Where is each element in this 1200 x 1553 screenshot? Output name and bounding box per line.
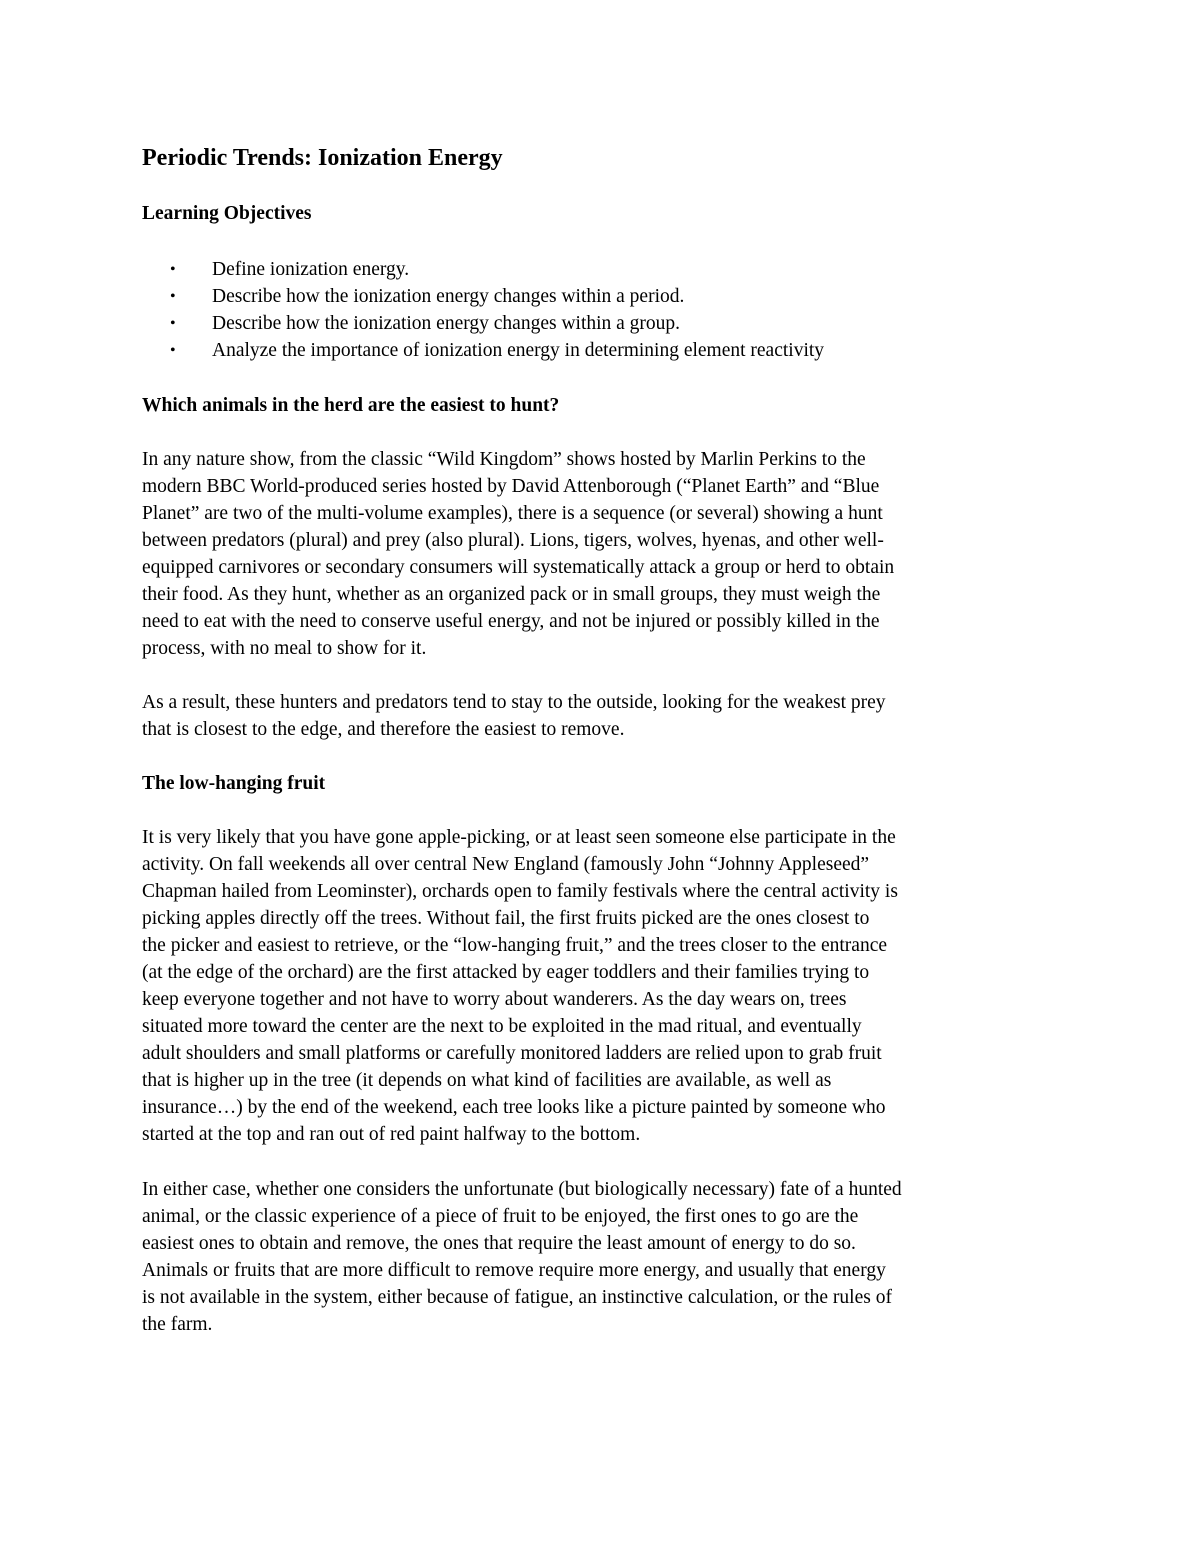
text-line: that is closest to the edge, and therefore the easiest to remove. [142,719,625,740]
text-line: the farm. [142,1314,213,1335]
text-line: process, with no meal to show for it. [142,638,427,659]
text-line: Chapman hailed from Leominster), orchards open to family festivals where the central activity is [142,881,898,902]
text-line: In either case, whether one considers the unfortunate (but biologically necessary) fate of a hunted [142,1179,902,1200]
objectives-list [142,256,824,364]
text-line: situated more toward the center are the next to be exploited in the mad ritual, and eventually [142,1016,862,1037]
objective-text: Describe how the ionization energy changes within a period. [212,286,685,307]
text-line: their food. As they hunt, whether as an organized pack or in small groups, they must weigh the [142,584,881,605]
text-line: equipped carnivores or secondary consumers will systematically attack a group or herd to obtain [142,557,895,578]
animals-section-heading: Which animals in the herd are the easiest to hunt? [142,395,560,416]
text-line: started at the top and ran out of red paint halfway to the bottom. [142,1124,641,1145]
list-item [142,337,824,364]
list-item [142,256,824,283]
fruit-section-heading: The low-hanging fruit [142,773,326,794]
text-line: between predators (plural) and prey (also plural). Lions, tigers, wolves, hyenas, and other well- [142,530,884,551]
text-line: adult shoulders and small platforms or carefully monitored ladders are relied upon to grab fruit [142,1043,882,1064]
conclusion-paragraph [142,1176,1067,1338]
apple-picking-paragraph [142,824,1067,1148]
predators-result-paragraph [142,689,1067,743]
text-line: activity. On fall weekends all over central New England (famously John “Johnny Appleseed” [142,854,870,875]
text-line: (at the edge of the orchard) are the first attacked by eager toddlers and their families trying to [142,962,870,983]
text-line: insurance…) by the end of the weekend, each tree looks like a picture painted by someone who [142,1097,886,1118]
text-line: need to eat with the need to conserve useful energy, and not be injured or possibly killed in the [142,611,880,632]
text-line: that is higher up in the tree (it depends on what kind of facilities are available, as well as [142,1070,832,1091]
nature-show-paragraph [142,446,1067,662]
text-line: modern BBC World-produced series hosted by David Attenborough (“Planet Earth” and “Blue [142,476,880,497]
learning-objectives-heading: Learning Objectives [142,203,312,224]
text-line: Animals or fruits that are more difficult to remove require more energy, and usually that energy [142,1260,886,1281]
text-line: It is very likely that you have gone apple-picking, or at least seen someone else participate in the [142,827,896,848]
text-line: Planet” are two of the multi-volume examples), there is a sequence (or several) showing a hunt [142,503,883,524]
bullet-icon: • [170,315,176,332]
list-item [142,283,824,310]
text-line: animal, or the classic experience of a piece of fruit to be enjoyed, the first ones to go are the [142,1206,859,1227]
bullet-icon: • [170,261,176,278]
bullet-icon: • [170,342,176,359]
objective-text: Describe how the ionization energy changes within a group. [212,313,681,334]
objective-text: Define ionization energy. [212,259,410,280]
text-line: is not available in the system, either because of fatigue, an instinctive calculation, or the rules of [142,1287,892,1308]
text-line: keep everyone together and not have to worry about wanderers. As the day wears on, trees [142,989,847,1010]
text-line: easiest ones to obtain and remove, the ones that require the least amount of energy to do so. [142,1233,856,1254]
text-line: As a result, these hunters and predators tend to stay to the outside, looking for the weakest prey [142,692,886,713]
objective-text: Analyze the importance of ionization energy in determining element reactivity [212,340,825,361]
text-line: In any nature show, from the classic “Wild Kingdom” shows hosted by Marlin Perkins to the [142,449,866,470]
text-line: the picker and easiest to retrieve, or the “low-hanging fruit,” and the trees closer to the entrance [142,935,888,956]
page-title: Periodic Trends: Ionization Energy [142,145,503,171]
text-line: picking apples directly off the trees. Without fail, the first fruits picked are the ones closest to [142,908,870,929]
list-item [142,310,824,337]
bullet-icon: • [170,288,176,305]
